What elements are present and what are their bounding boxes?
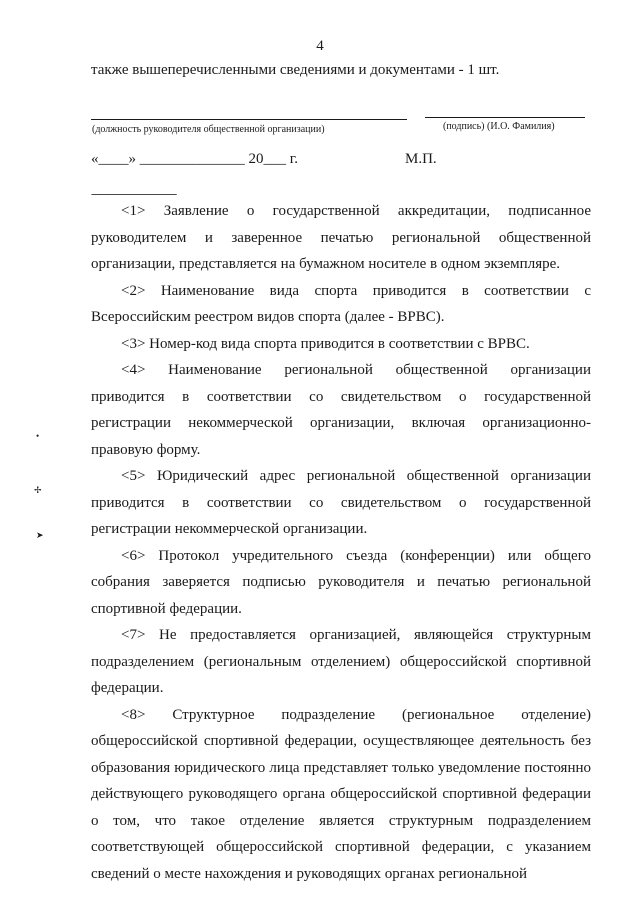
scan-mark: ➤	[36, 530, 44, 540]
page-number: 4	[316, 38, 324, 54]
name-signature-line	[425, 117, 585, 118]
scan-mark: ✢	[34, 485, 42, 495]
footnote-8: <8> Структурное подразделение (региональное отделение) общероссийской спортивной федерации, осуществляющее деятельность без образования юридического лица представляет только уведомление постоянно действующего руководящего органа общероссийской спортивной федерации о том, что такое отделение является структурным подразделением соответствующей общероссийской спортивной федерации, с указанием сведений о месте нахождения и руководящих органах региональной	[91, 706, 591, 882]
footnote-5: <5> Юридический адрес региональной общественной организации приводится в соответствии со свидетельством о государственной регистрации некоммерческой организации.	[91, 468, 591, 537]
footnote-separator: --------------------------------	[91, 188, 177, 200]
footnote-1: <1> Заявление о государственной аккредитации, подписанное руководителем и заверенное печатью региональной общественной организации, представляется на бумажном носителе в одном экземпляре.	[91, 203, 591, 272]
scan-mark: •	[36, 431, 40, 441]
footnote-3: <3> Номер-код вида спорта приводится в соответствии с ВРВС.	[121, 335, 530, 352]
footnotes	[91, 198, 591, 887]
position-caption: (должность руководителя общественной организации)	[92, 124, 325, 135]
seal-mark: М.П.	[405, 151, 437, 167]
footnote-6: <6> Протокол учредительного съезда (конференции) или общего собрания заверяется подписью руководителя и печатью региональной спортивной федерации.	[91, 547, 591, 617]
footnote-4: <4> Наименование региональной общественной организации приводится в соответствии со свидетельством о государственной регистрации некоммерческой организации, включая организационно-правовую форму.	[91, 362, 591, 458]
date-line: «____» ______________ 20___ г.	[91, 151, 298, 167]
name-caption: (подпись) (И.О. Фамилия)	[443, 121, 555, 132]
footnote-7: <7> Не предоставляется организацией, являющейся структурным подразделением (региональным отделением) общероссийской спортивной федерации.	[91, 627, 591, 696]
footnote-2: <2> Наименование вида спорта приводится в соответствии с Всероссийским реестром видов спорта (далее - ВРВС).	[91, 282, 591, 325]
position-signature-line	[91, 119, 407, 120]
intro-line: также вышеперечисленными сведениями и документами - 1 шт.	[91, 62, 500, 78]
